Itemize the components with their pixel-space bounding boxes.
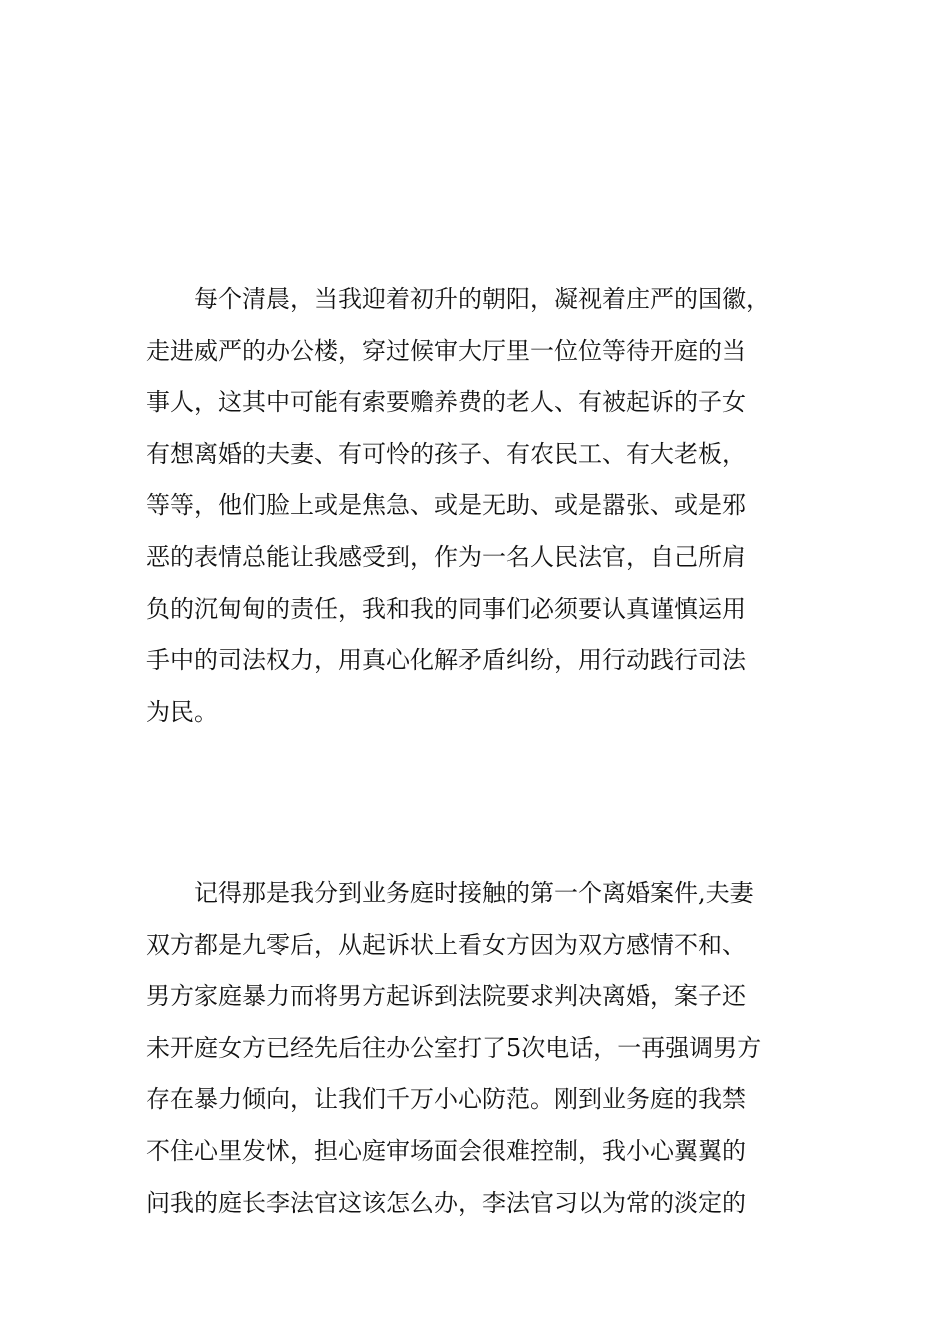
text-line: 未开庭女方已经先后往办公室打了5次电话，一再强调男方 [146,1033,762,1062]
text-line: 存在暴力倾向，让我们千万小心防范。刚到业务庭的我禁 [146,1085,746,1114]
text-line: 等等，他们脸上或是焦急、或是无助、或是嚣张、或是邪 [146,491,746,520]
text-line: 问我的庭长李法官这该怎么办，李法官习以为常的淡定的 [146,1188,746,1217]
text-line: 手中的司法权力，用真心化解矛盾纠纷，用行动践行司法 [146,646,746,675]
text-line: 男方家庭暴力而将男方起诉到法院要求判决离婚，案子还 [146,982,746,1011]
text-line: 不住心里发怵，担心庭审场面会很难控制，我小心翼翼的 [146,1136,746,1165]
text-line: 每个清晨，当我迎着初升的朝阳，凝视着庄严的国徽， [194,285,770,313]
text-line: 有想离婚的夫妻、有可怜的孩子、有农民工、有大老板， [146,439,746,468]
text-line: 双方都是九零后，从起诉状上看女方因为双方感情不和、 [146,930,746,959]
text-line: 走进威严的办公楼，穿过候审大厅里一位位等待开庭的当 [146,336,746,365]
text-line: 负的沉甸甸的责任，我和我的同事们必须要认真谨慎运用 [146,594,746,623]
text-line: 记得那是我分到业务庭时接触的第一个离婚案件,夫妻 [194,879,754,907]
paragraph-2 [146,868,836,1229]
text-line: 为民。 [146,697,218,726]
paragraph-1 [146,274,836,738]
text-line: 事人，这其中可能有索要赡养费的老人、有被起诉的子女 [146,388,746,417]
text-line: 恶的表情总能让我感受到，作为一名人民法官，自己所肩 [146,542,746,571]
